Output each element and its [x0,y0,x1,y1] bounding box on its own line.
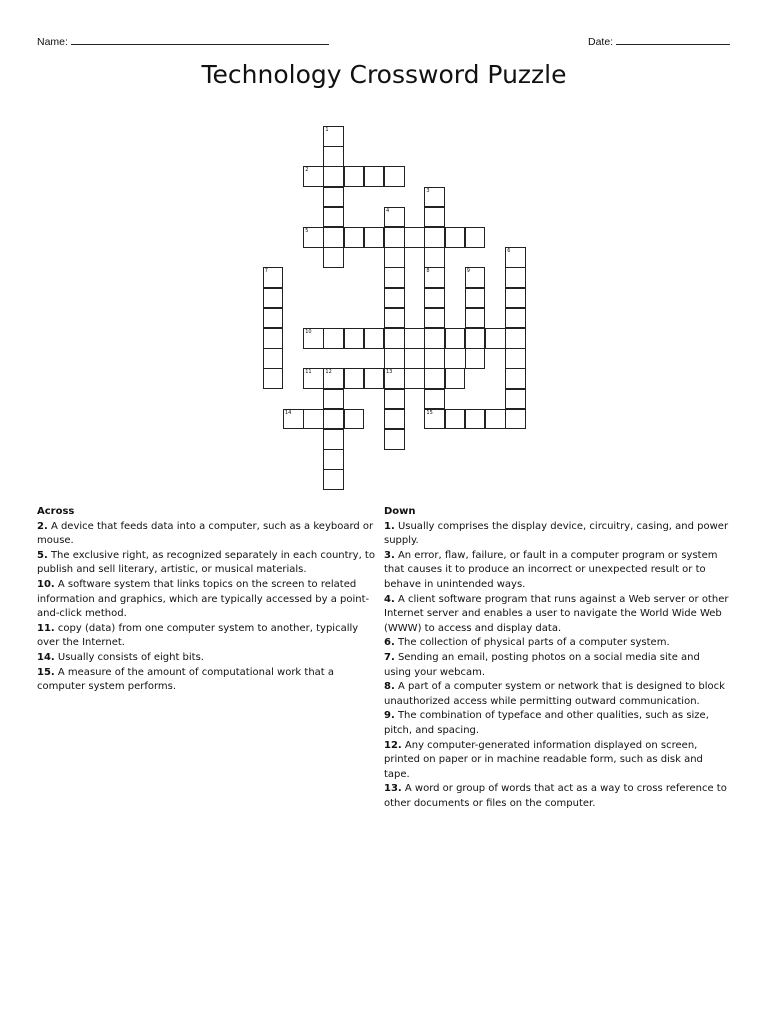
clue-text: A device that feeds data into a computer, such as a keyboard or mouse. [37,520,374,547]
grid-cell[interactable] [384,429,405,450]
grid-cell[interactable] [424,247,445,268]
clue-number-label: 2. [37,520,48,532]
clue-text: A measure of the amount of computational work that a computer system performs. [37,666,335,693]
clue-number: 2 [305,167,309,174]
clue-text: copy (data) from one computer system to another, typically over the Internet. [37,622,359,649]
grid-cell[interactable] [384,389,405,410]
grid-cell[interactable] [323,389,344,410]
clue-number-label: 11. [37,622,55,634]
across-clue [37,651,380,666]
across-heading: Across [37,506,75,517]
grid-cell[interactable] [445,409,466,430]
grid-cell[interactable] [505,409,526,430]
clue-text: The combination of typeface and other qualities, such as size, pitch, and spacing. [384,710,709,736]
across-clue-list [37,520,380,695]
clue-text: The exclusive right, as recognized separately in each country, to publish and sell literary, artistic, or musical materials. [37,549,375,576]
grid-cell[interactable] [263,368,284,389]
clue-text: A client software program that runs against a Web server or other Internet server and enables a user to navigate the World Wide Web (WWW) to access and display data. [384,593,729,634]
across-clue [37,578,380,622]
grid-cell[interactable] [303,409,324,430]
grid-cell[interactable] [263,328,284,349]
clue-text: A software system that links topics on the screen to related information and graphics, which are typically accessed by a point-and-click method. [37,578,370,620]
clue-number-label: 13. [384,783,402,795]
grid-cell[interactable] [323,409,344,430]
grid-cell[interactable] [465,348,486,369]
across-clues [37,505,380,695]
clue-number-label: 6. [384,637,395,649]
clue-number: 10 [305,329,312,335]
grid-cell[interactable] [364,328,385,349]
clue-text: Sending an email, posting photos on a social media site and using your webcam. [384,651,700,678]
grid-cell[interactable] [364,368,385,389]
grid-cell[interactable] [445,368,466,389]
clue-number: 15 [426,409,433,416]
grid-cell[interactable] [384,348,405,369]
clue-number: 4 [386,207,390,214]
grid-cell[interactable] [404,328,425,349]
clue-number: 11 [305,369,312,376]
clue-number: 13 [386,369,393,376]
across-clue [37,520,380,549]
grid-cell[interactable] [465,328,486,349]
down-clue [384,636,729,651]
clue-text: Any computer-generated information displayed on screen, printed on paper or in machine readable form, such as disk and tape. [384,739,703,780]
grid-cell[interactable] [424,328,445,349]
clue-text: The collection of physical parts of a computer system. [394,637,670,649]
clue-number: 3 [426,187,430,194]
down-clue [384,709,729,738]
down-clue [384,782,729,811]
grid-cell[interactable] [505,267,526,288]
grid-cell[interactable] [344,368,365,389]
clue-number: 1 [325,127,329,133]
grid-cell[interactable] [344,227,365,248]
grid-cell[interactable] [344,166,365,187]
across-clue [37,549,380,578]
clue-text: A part of a computer system or network that is designed to block unauthorized access while permitting outward communication. [384,681,725,707]
clue-number-label: 5. [37,549,48,561]
grid-cell[interactable] [384,227,405,248]
clue-number-label: 14. [37,651,55,663]
clue-text: Usually consists of eight bits. [54,651,204,663]
grid-cell[interactable] [384,166,405,187]
grid-cell[interactable] [505,348,526,369]
grid-cell[interactable] [424,227,445,248]
clue-number-label: 15. [37,666,55,678]
date-label: Date: [588,36,614,48]
grid-cell[interactable] [263,348,284,369]
clue-number-label: 1. [384,520,395,532]
clue-number: 7 [264,268,268,275]
grid-cell[interactable] [323,207,344,228]
clue-text: An error, flaw, failure, or fault in a computer program or system that causes it to produce an incorrect or unexpected result or to behave in unintended ways. [384,549,718,590]
across-clue [37,666,380,695]
grid-cell[interactable] [404,368,425,389]
grid-cell[interactable] [505,308,526,329]
grid-cell[interactable] [323,328,344,349]
grid-cell[interactable] [465,409,486,430]
down-clue [384,680,729,709]
grid-cell[interactable] [263,288,284,309]
name-label: Name: [37,36,68,48]
down-clue [384,520,729,549]
grid-cell[interactable] [384,267,405,288]
clue-number: 14 [285,409,292,416]
grid-cell[interactable] [384,328,405,349]
grid-cell[interactable] [323,429,344,450]
grid-cell[interactable] [445,328,466,349]
grid-cell[interactable] [323,469,344,490]
grid-cell[interactable] [485,328,506,349]
grid-cell[interactable] [384,308,405,329]
clue-number-label: 9. [384,710,395,722]
grid-cell[interactable] [344,409,365,430]
grid-cell[interactable] [323,187,344,208]
clue-number-label: 7. [384,651,395,663]
clue-number: 5 [305,228,309,234]
grid-cell[interactable] [424,308,445,329]
down-heading: Down [384,506,416,517]
down-clue [384,549,729,593]
grid-cell[interactable] [323,247,344,268]
grid-cell[interactable] [323,449,344,470]
grid-cell[interactable] [505,288,526,309]
across-clue [37,622,380,651]
grid-cell[interactable] [465,227,486,248]
clue-number-label: 12. [384,739,402,751]
grid-cell[interactable] [323,227,344,248]
grid-cell[interactable] [424,389,445,410]
grid-cell[interactable] [445,227,466,248]
clue-number-label: 10. [37,578,55,590]
grid-cell[interactable] [323,146,344,167]
down-clues [384,505,729,811]
page-title: Technology Crossword Puzzle [201,60,567,89]
grid-cell[interactable] [424,368,445,389]
clue-number-label: 8. [384,681,395,693]
grid-cell[interactable] [505,368,526,389]
grid-cell[interactable] [424,348,445,369]
grid-cell[interactable] [364,166,385,187]
clue-number: 8 [426,268,430,275]
clue-text: A word or group of words that act as a way to cross reference to other documents or files on the computer. [384,783,727,809]
down-clue [384,739,729,783]
down-clue [384,593,729,637]
crossword-grid [0,0,768,500]
grid-cell[interactable] [485,409,506,430]
clue-text: Usually comprises the display device, circuitry, casing, and power supply. [384,520,729,547]
clue-number: 6 [507,248,511,255]
grid-cell[interactable] [384,247,405,268]
grid-cell[interactable] [505,328,526,349]
clue-number-label: 3. [384,549,395,561]
grid-cell[interactable] [364,227,385,248]
clue-number: 12 [325,369,332,376]
grid-cell[interactable] [384,409,405,430]
grid-cell[interactable] [344,328,365,349]
grid-cell[interactable] [505,389,526,410]
down-clue-list [384,520,729,812]
grid-cell[interactable] [424,207,445,228]
down-clue [384,651,729,680]
grid-cell[interactable] [384,288,405,309]
clue-number: 9 [466,268,470,275]
grid-cell[interactable] [323,166,344,187]
grid-cell[interactable] [263,308,284,329]
grid-cell[interactable] [424,288,445,309]
clue-number-label: 4. [384,593,395,605]
grid-cell[interactable] [404,227,425,248]
grid-cell[interactable] [465,308,486,329]
grid-cell[interactable] [465,288,486,309]
